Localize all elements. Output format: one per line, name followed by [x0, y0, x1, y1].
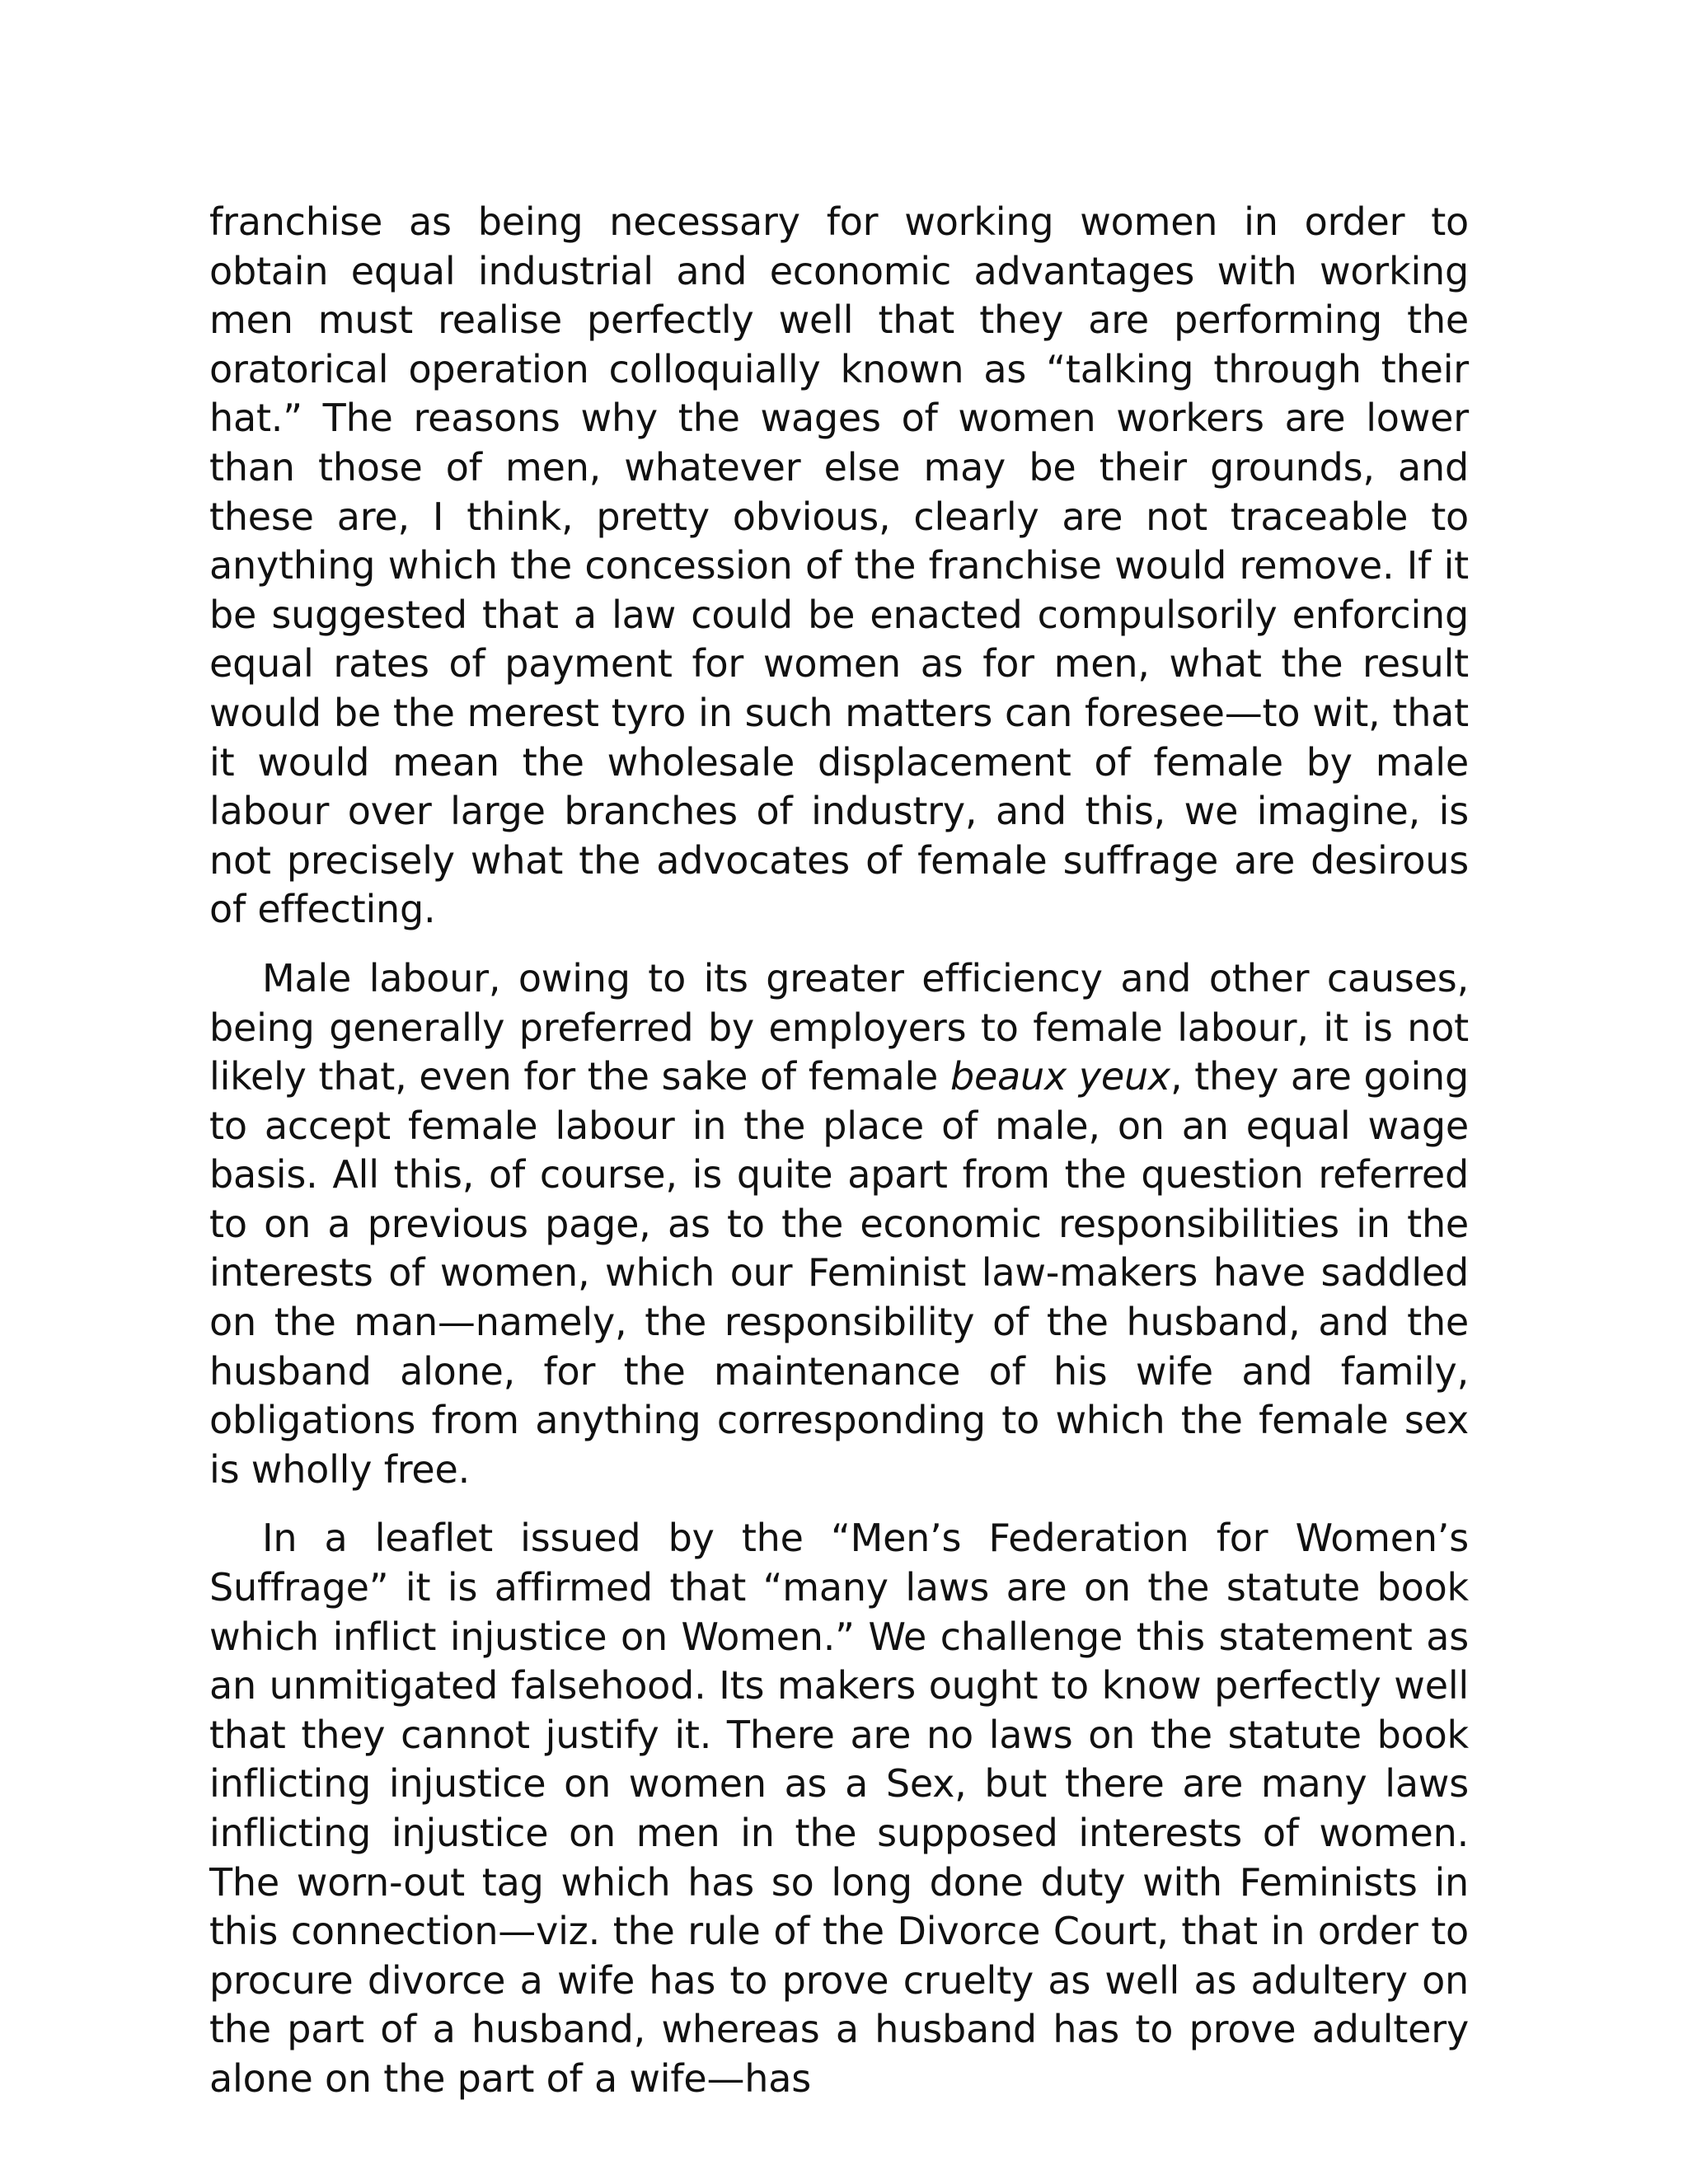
paragraph-1 — [209, 198, 1469, 935]
paragraph-2-text-end: , they are going to accept female labour in the place of male, on an equal wage basis. All this, of course, is quite apart from the question referred to on a previous page, as to the economic responsibilities in the interests of women, which our Feminist law-makers have saddled on the man—namely, the responsibility of the husband, and the husband alone, for the maintenance of his wife and family, obligations from anything corresponding to which the female sex is wholly free. — [209, 1054, 1470, 1492]
paragraph-2 — [209, 954, 1469, 1495]
paragraph-3-text: In a leaflet issued by the “Men’s Federation for Women’s Suffrage” it is affirmed that “many laws are on the statute book which inflict injustice on Women.” We challenge this statement as an unmitigated falsehood. Its makers ought to know perfectly well that they cannot justify it. There are no laws on the statute book inflicting injustice on women as a Sex, but there are many laws inflicting injustice on men in the supposed interests of women. The worn-out tag which has so long done duty with Feminists in this connection—viz. the rule of the Divorce Court, that in order to procure divorce a wife has to prove cruelty as well as adultery on the part of a husband, whereas a husband has to prove adultery alone on the part of a wife—has — [209, 1516, 1469, 2101]
paragraph-1-text: franchise as being necessary for working women in order to obtain equal industrial and economic advantages with working men must realise perfectly well that they are performing the oratorical operation colloquially known as “talking through their hat.” The reasons why the wages of women workers are lower than those of men, whatever else may be their grounds, and these are, I think, pretty obvious, clearly are not traceable to anything which the concession of the franchise would remove. If it be suggested that a law could be enacted compulsorily enforcing equal rates of payment for women as for men, what the result would be the merest tyro in such matters can foresee—to wit, that it would mean the wholesale displacement of female by male labour over large branches of industry, and this, we imagine, is not precisely what the advocates of female suffrage are desirous of effecting. — [209, 199, 1469, 932]
body-text — [209, 198, 1469, 2104]
paragraph-3 — [209, 1514, 1469, 2103]
italic-phrase: beaux yeux — [950, 1054, 1170, 1099]
paragraph-2-text-start: Male labour, owing to its greater efficiency and other causes, being generally preferred by employers to female labour, it is not likely that, even for the sake of female — [209, 955, 1469, 1099]
